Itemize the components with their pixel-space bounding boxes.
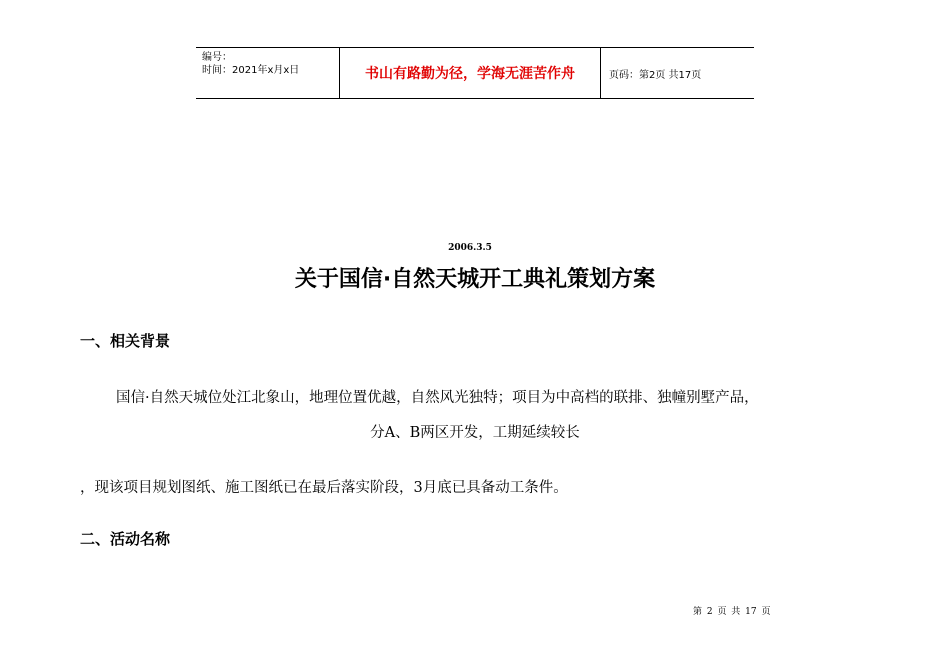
document-time-label: 时间：2021年x月x日 <box>202 65 300 76</box>
header-motto: 书山有路勤为径，学海无涯苦作舟 <box>339 48 601 98</box>
page-footer: 第 2 页 共 17 页 <box>693 607 771 617</box>
page-header-table <box>196 47 754 99</box>
background-paragraph-line3: ，现该项目规划图纸、施工图纸已在最后落实阶段，3月底已具备动工条件。 <box>80 480 568 496</box>
header-page-label: 页码：第2页 共17页 <box>609 69 702 81</box>
document-date: 2006.3.5 <box>448 243 492 253</box>
background-paragraph-line1: 国信·自然天城位处江北象山，地理位置优越，自然风光独特；项目为中高档的联排、独幢别墅产品， <box>116 390 759 406</box>
document-title: 关于国信·自然天城开工典礼策划方案 <box>294 267 656 292</box>
section-heading-activity-name: 二、活动名称 <box>80 530 171 548</box>
header-left-cell <box>196 48 339 98</box>
background-paragraph-line2: 分A、B两区开发，工期延续较长 <box>370 425 580 441</box>
section-heading-background: 一、相关背景 <box>80 332 171 350</box>
document-number-label: 编号： <box>202 52 232 63</box>
